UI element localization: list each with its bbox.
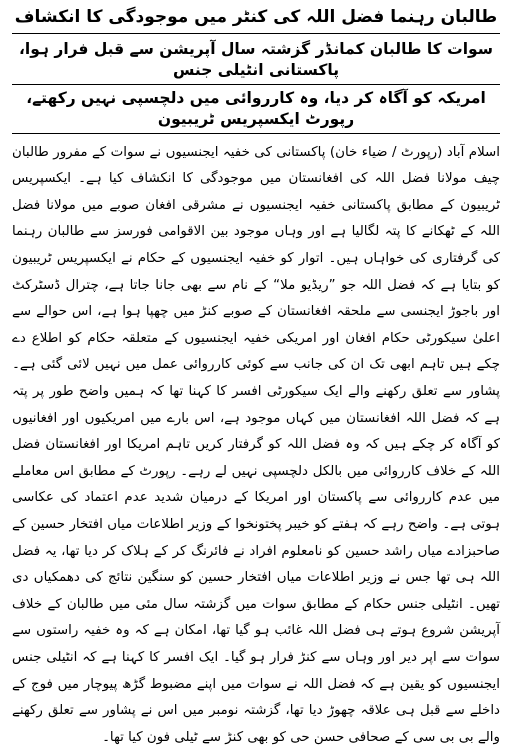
subheadline-2: امریکہ کو آگاہ کر دیا، وہ کارروائی میں دلچسپی نہیں رکھتے، رپورٹ ایکسپریس ٹریبیون [12, 85, 500, 134]
article-body: اسلام آباد (رپورٹ / ضیاء خان) پاکستانی کی خفیہ ایجنسیوں نے سوات کے مفرور طالبان چیف مولانا فضل اللہ کی افغانستان میں موجودگی کا انکشاف کیا ہے۔ ایکسپریس ٹریبیون کے مطابق پاکستانی خفیہ ایجنسیوں نے مشرقی افغان صوبے میں مولانا فضل اللہ کے ٹھکانے کا پتہ لگالیا ہے اور وہاں موجود بین الاقوامی فورسز سے طالبان رہنما کی گرفتاری کی خواہاں ہیں۔ اتوار کو خفیہ ایجنسیوں کے حکام نے ایکسپریس ٹریبیون کو بتایا ہے کہ فضل اللہ جو ”ریڈیو ملا“ کے نام سے بھی جانا جاتا ہے، چترال ڈسٹرکٹ اور باجوڑ ایجنسی سے ملحقہ افغانستان کے صوبے کنڑ میں چھپا ہوا ہے، اس حوالے سے اعلیٰ سیکورٹی حکام افغان اور امریکی خفیہ ایجنسیوں کے متعلقہ حکام کو اطلاع دے چکے ہیں تاہم ابھی تک ان کی جانب سے کوئی کارروائی عمل میں نہیں لائی گئی ہے۔ پشاور سے تعلق رکھنے والے ایک سیکورٹی افسر کا کہنا تھا کہ ہمیں واضح طور پر پتہ ہے کہ فضل اللہ افغانستان میں کہاں موجود ہے، اس بارے میں امریکیوں اور افغانیوں کو آگاہ کر چکے ہیں کہ وہ فضل اللہ کو گرفتار کریں تاہم امریکا اور افغانستان فضل اللہ کے خلاف کارروائی میں بالکل دلچسپی نہیں لے رہے۔ رپورٹ کے مطابق اس معاملے میں عدم کارروائی سے پاکستان اور امریکا کے درمیان شدید عدم اعتماد کی عکاسی ہوتی ہے۔ واضح رہے کہ ہفتے کو خیبر پختونخوا کے وزیر اطلاعات میاں افتخار حسین کے صاحبزادے میاں راشد حسین کو نامعلوم افراد نے فائرنگ کر کے ہلاک کر دیا تھا، یہ فضل اللہ ہی تھا جس نے وزیر اطلاعات میاں افتخار حسین کو سنگین نتائج کی دھمکیاں دی تھیں۔ انٹیلی جنس حکام کے مطابق سوات میں گزشتہ سال مئی میں طالبان کے خلاف آپریشن شروع ہوتے ہی فضل اللہ غائب ہو گیا تھا، امکان ہے کہ وہ خفیہ راستوں سے سوات سے اپر دیر اور وہاں سے کنڑ فرار ہو گیا۔ ایک افسر کا کہنا ہے کہ انٹیلی جنس ایجنسیوں کو یقین ہے کہ فضل اللہ نے سوات میں اپنے مضبوط گڑھ پیوچار میں فوج کے داخلے سے قبل ہی علاقہ چھوڑ دیا تھا، گزشتہ نومبر میں اس نے پشاور سے تعلق رکھنے والے بی بی سی کے صحافی حسن حی کو بھی کنڑ سے ٹیلی فون کیا تھا۔ [12, 144, 500, 745]
headline: طالبان رہنما فضل اللہ کی کنٹر میں موجودگی کا انکشاف [12, 6, 500, 34]
subheadline-1: سوات کا طالبان کمانڈر گزشتہ سال آپریشن سے قبل فرار ہوا، پاکستانی انٹیلی جنس [12, 36, 500, 85]
